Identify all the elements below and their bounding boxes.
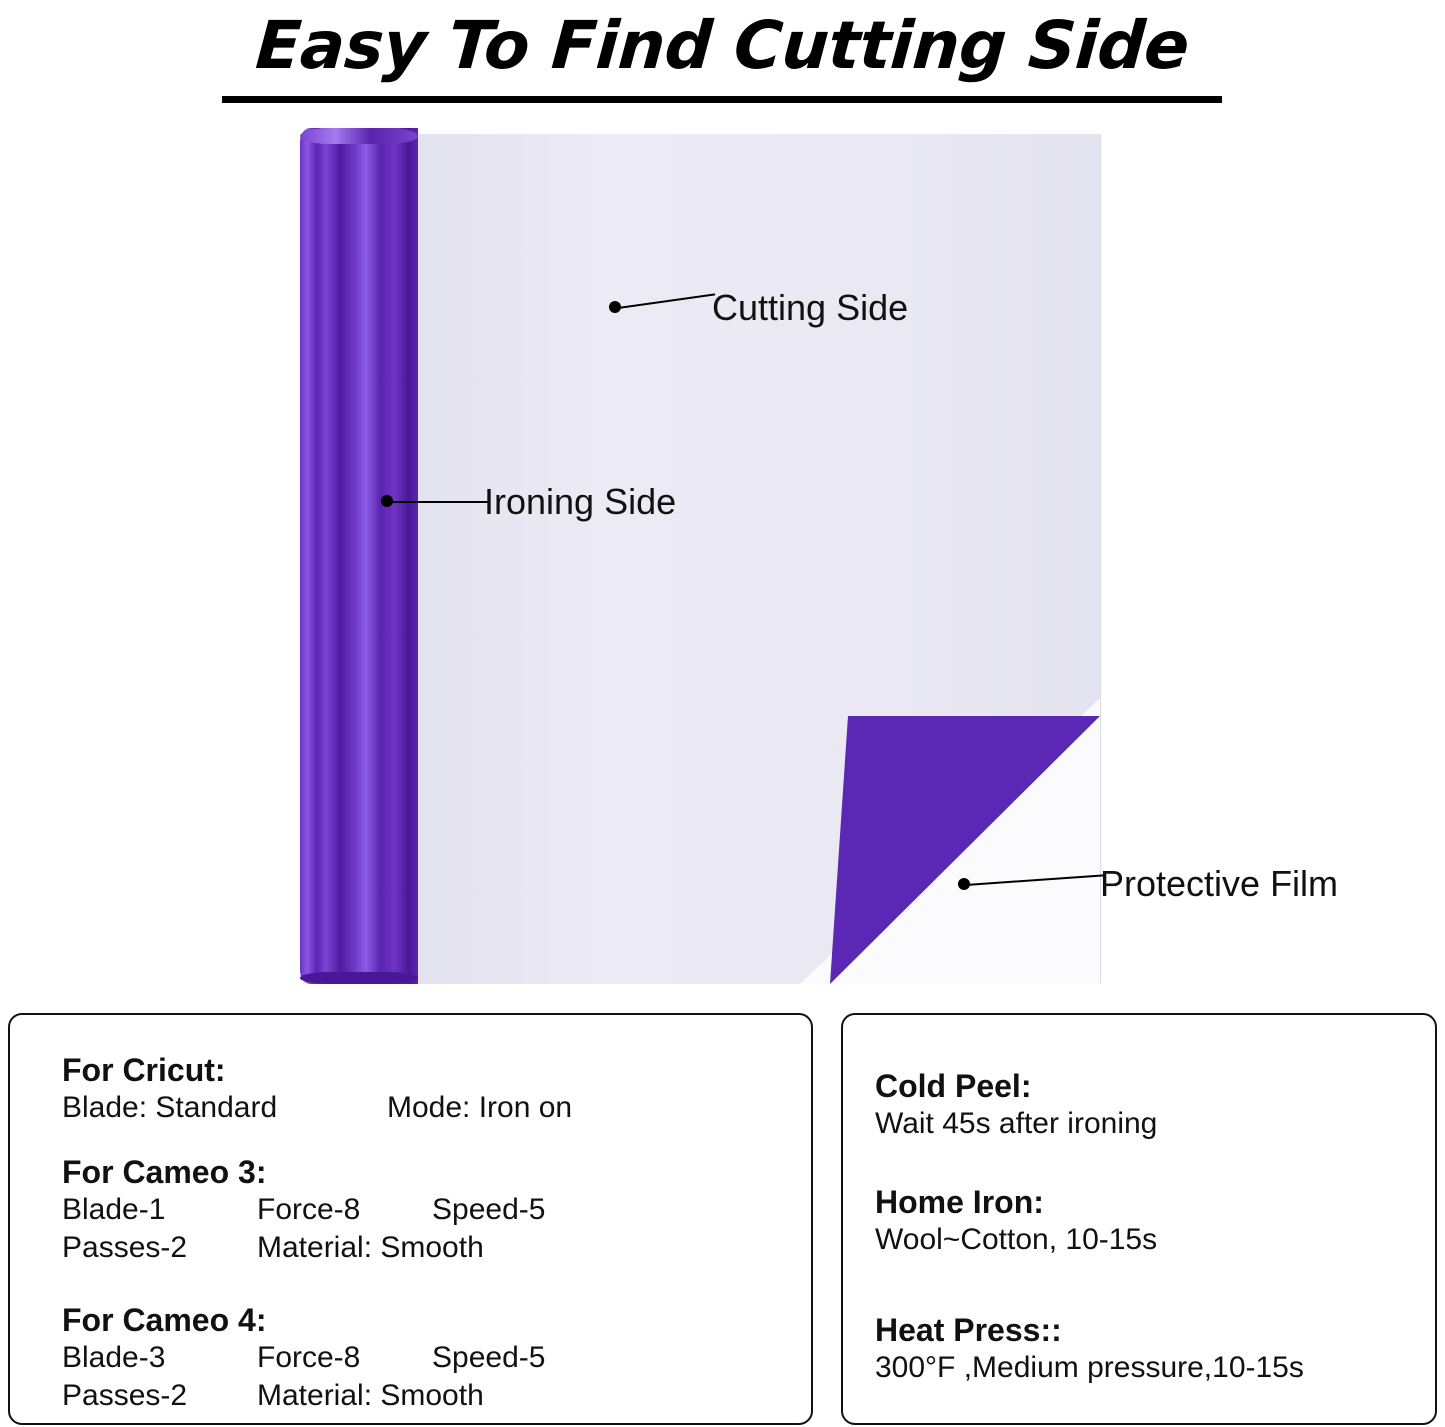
cameo4-force: Force-8: [257, 1341, 361, 1374]
home-iron-heading: Home Iron:: [875, 1184, 1044, 1220]
cricut-row-1: [62, 1089, 572, 1127]
cameo4-row-1: [62, 1339, 545, 1377]
cameo3-heading: For Cameo 3:: [62, 1154, 267, 1190]
cricut-mode: Mode: Iron on: [387, 1091, 573, 1124]
protective-film-label: Protective Film: [1100, 863, 1339, 904]
vinyl-roll: [300, 128, 418, 984]
home-iron-detail: Wool~Cotton, 10-15s: [875, 1223, 1158, 1256]
cameo3-passes: Passes-2: [62, 1231, 188, 1264]
machine-settings-panel: [8, 1013, 813, 1425]
product-illustration: [300, 128, 1100, 984]
cameo4-speed: Speed-5: [432, 1341, 546, 1374]
cameo4-row-2: [62, 1377, 545, 1415]
heat-press-group: [875, 1311, 1304, 1387]
ironing-side-label: Ironing Side: [484, 481, 677, 522]
page-title-text: Easy To Find Cutting Side: [253, 7, 1192, 84]
cameo3-material: Material: Smooth: [257, 1231, 484, 1264]
cricut-settings-group: [62, 1051, 572, 1127]
cricut-heading: For Cricut:: [62, 1052, 226, 1088]
vinyl-roll-bottom-edge: [300, 972, 418, 984]
home-iron-group: [875, 1183, 1157, 1259]
cameo4-heading: For Cameo 4:: [62, 1302, 267, 1338]
ironing-side-callout-line: [390, 501, 490, 503]
cameo4-material: Material: Smooth: [257, 1379, 484, 1412]
heat-press-detail: 300°F ,Medium pressure,10-15s: [875, 1351, 1304, 1384]
cutting-side-label: Cutting Side: [712, 287, 909, 328]
vinyl-roll-top-edge: [300, 128, 418, 144]
cameo4-passes: Passes-2: [62, 1379, 188, 1412]
cameo3-blade: Blade-1: [62, 1193, 166, 1226]
cameo3-settings-group: [62, 1153, 545, 1267]
cold-peel-detail: Wait 45s after ironing: [875, 1107, 1158, 1140]
cold-peel-group: [875, 1067, 1157, 1143]
page-title: [0, 4, 1445, 88]
cameo3-force: Force-8: [257, 1193, 361, 1226]
title-underline: [222, 96, 1222, 103]
cold-peel-heading: Cold Peel:: [875, 1068, 1032, 1104]
cameo4-blade: Blade-3: [62, 1341, 166, 1374]
application-instructions-panel: [841, 1013, 1437, 1425]
cricut-blade: Blade: Standard: [62, 1091, 278, 1124]
cameo4-settings-group: [62, 1301, 545, 1415]
cameo3-speed: Speed-5: [432, 1193, 546, 1226]
cameo3-row-2: [62, 1229, 545, 1267]
cameo3-row-1: [62, 1191, 545, 1229]
heat-press-heading: Heat Press::: [875, 1312, 1062, 1348]
